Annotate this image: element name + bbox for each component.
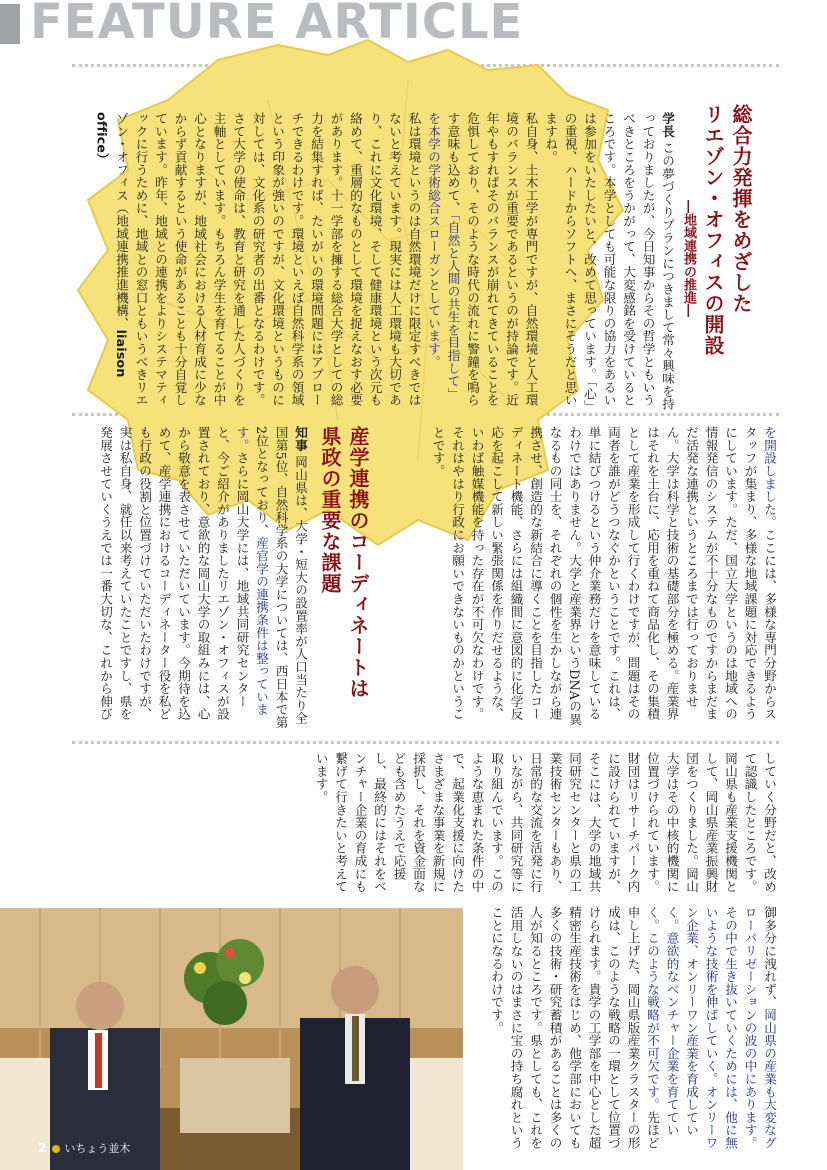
paragraph <box>311 752 779 902</box>
paragraph <box>428 426 779 732</box>
header-bar <box>0 4 20 44</box>
section1-body <box>92 112 677 412</box>
section1-subheading: ―地域連携の推進― <box>681 200 696 317</box>
paragraph-text: 岡山県は、大学・短大の設置率が人口当たり全国第5位、自然科学系の大学については、西日本で第2位となっており、 <box>254 426 308 729</box>
page-footer <box>38 1140 130 1162</box>
publication-name: いちょう並木 <box>64 1142 131 1155</box>
paragraph <box>487 906 780 1156</box>
paragraph-text: さらに岡山大学には、地域共同研究センターと、今ご紹介がありましたリエゾン・オフィスが設置されており、意欲的な岡山大学の取組みには、心から敬意を表させていただいています。今期待を込めて、産学連携におけるコーディネーター役を私ども行政の役割と位置づけていただいたわけですが、実は私自身、就任以来考えていたことですし、県を発展させていくうえでは一番大切な、これから伸び <box>98 426 250 721</box>
section2-heading <box>316 426 372 736</box>
paragraph-text: 先ほど申し上げた、岡山県版産業クラスターの形成は、このような戦略の一環として位置づけられます。貴学の工学部を中心とした超精密生産技術をはじめ、他学部においても多くの技術・研究蓄積があることは多くの人が知るところです。県としても、これを活用しないのはまさに宝の持ち腐れということになるわけです。 <box>489 906 660 1150</box>
paragraph-text: 私は環境というのは自然環境だけに限定すべきではないと考えています。現実には人工環境も大切であり、これに文化環境、そして健康環境という次元も絡めて、重層的なものとして環境を捉えなおす必要があります。十一学部を擁する総合大学としての総力を結集すれば、たいがいの環境問題にはアプローチできるわけです。環境といえば自然科学系の領域という印象が強いのですが、文化環境というものに対しては、文化系の研究者の出番となるわけです。さて大学の使命は、教育と研究を通した人づくりを主軸としています。もちろん学生を育てることが中心となりますが、地域社会における人材育成に少なからず貢献するという使命があることも十分自覚しています。昨年、地域との連携をよりシステマティックに行うために、地域との窓口ともいうべきリエゾン・オフィス（地域連携推進機構、 <box>114 112 422 407</box>
paragraph-text: ここには、多様な専門分野からスタッフが集まり、多様な地域課題に対応できるようにしています。ただ、国立大学というのは地域への情報発信のシステムが不十分なものですからまだまだ活発な連携というところまでは行っておりません。大学は科学と技術の基礎部分を極める。産業界はそれを土台に、応用を重ねて商品化し、その集積として産業を形成して行くわけですが、問題はその両者を誰がどうつなぐかということです。これは、単に結びつけるという仲介業務だけを意味しているわけではありません。大学と産業界というDNAの異なるもの同士を、それぞれの個性を生かしながら連携させ、創造的な新結合に導くことを目指したコーディネート機能、さらには組織間に意図的に化学反応を起こして新しい緊張関係を作りだせるような、いわば触媒機能を持った存在が不可欠なわけです。それはやはり行政にお願いできないものかということです。 <box>430 426 777 726</box>
section2-body-part2 <box>76 426 310 732</box>
liaison-office-label: liaison office） <box>94 112 129 378</box>
section1-heading <box>699 104 755 404</box>
highlight-text: 産官学の連携条件は整っています。 <box>234 426 269 716</box>
paragraph-text: していく分野だと、改めて認識したところです。岡山県も産業支援機関として、岡山県産業振興財団をつくりました。岡山大学はその中核的機関に位置づけられています。財団はリサーチパーク内に設けられていますが、そこには、大学の地域共同研究センターと県の工業技術センターもあり、日常的な交流を活発に行いながら、共同研究等に取り組んでいます。このような恵まれた条件の中で、起業化支援に向けたさまざまな事業を新規に採択し、それを資金面なども含めたうえで応援し、最終的にはそれをベンチャー企業の育成にも繋げて行きたいと考えています。 <box>313 752 777 893</box>
speaker-label: 知事 <box>293 426 308 452</box>
paragraph <box>424 112 541 412</box>
speaker-label: 学長 <box>660 112 675 138</box>
page-header-title: FEATURE ARTICLE <box>30 0 524 50</box>
meeting-photo <box>0 908 463 1170</box>
page-number: 2 <box>38 1141 47 1155</box>
paragraph-text: 御多分に洩れず、 <box>762 906 777 1009</box>
paragraph-text: 私自身、土木工学が専門ですが、自然環境と人工環境のバランスが重要であるというのが持論です。近年やもすればそのバランスが崩れてきていることを危惧しており、そのような時代の流れに警鐘を鳴らす意味も込めて、 <box>445 112 539 407</box>
highlight-text: を開設しました。 <box>762 426 777 529</box>
section1-heading-line2: リエゾン・オフィスの開設 <box>701 104 725 356</box>
section3-body-bottom <box>489 906 779 1156</box>
highlight-text: 「自然と人間の共生を目指して」を本学の学術総合スローガンとしています。 <box>426 112 461 401</box>
ginkgo-leaf-icon <box>52 1145 60 1153</box>
paragraph <box>96 426 311 732</box>
paragraph <box>541 112 678 412</box>
paragraph-text: この夢づくりプランにつきまして常々興味を持っておりましたが、今日知事からその哲学ともいうべきところをうかがって、大変感銘を受けているところです。本学としても可能な限りの協力をあるいは参加をいたしたいと、改めて思っています。「心」の重視、ハードからソフトへ、まさにそうだと思いますね。 <box>543 112 675 411</box>
dotted-divider <box>72 741 779 744</box>
section1-heading-line1: 総合力発揮をめざした <box>729 104 753 314</box>
section2-heading-line2: 県政の重要な課題 <box>318 426 342 594</box>
paragraph <box>92 112 424 412</box>
section3-body-top <box>85 752 779 902</box>
section2-body-part1 <box>430 426 779 732</box>
section2-heading-line1: 産学連携のコーディネートは <box>346 426 370 699</box>
highlight-text: 岡山県の産業も大変なグローバリゼーションの波の中にあります。その中で生き抜いていくためには、他に無いような技術を伸ばしていく。オンリーワン企業、オンリーワン産業を育成していく。意欲的なベンチャー企業を育てていく。このような戦略が不可欠です。 <box>645 906 777 1150</box>
